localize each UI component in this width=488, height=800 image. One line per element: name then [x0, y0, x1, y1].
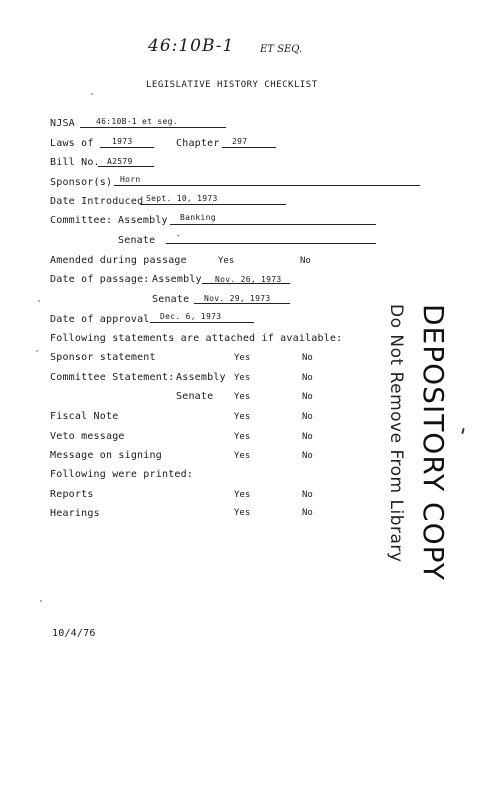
amended-yes: Yes	[218, 256, 235, 266]
scan-speck	[40, 600, 42, 602]
laws-label: Laws of	[50, 138, 94, 149]
committee-assembly-label: Assembly	[118, 215, 168, 226]
printed-heading: Following were printed:	[50, 469, 194, 480]
veto-message-no: No	[302, 432, 313, 442]
committee-senate-underline	[166, 232, 376, 244]
fiscal-note-no: No	[302, 412, 313, 422]
scan-speck	[461, 428, 464, 434]
chapter-value: 297	[232, 137, 248, 146]
bill-label: Bill No.	[50, 157, 100, 168]
scan-speck	[91, 93, 93, 95]
handwritten-citation: 46:10B-1	[148, 36, 235, 56]
passage-senate-label: Senate	[152, 294, 190, 305]
sponsor-value: Horn	[120, 175, 141, 184]
scan-speck	[38, 300, 40, 302]
bill-value: A2579	[107, 157, 133, 166]
hearings-no: No	[302, 508, 313, 518]
message-signing-label: Message on signing	[50, 450, 162, 461]
reports-label: Reports	[50, 489, 94, 500]
fiscal-note-yes: Yes	[234, 412, 251, 422]
committee-statement-senate-label: Senate	[176, 391, 214, 402]
chapter-label: Chapter	[176, 138, 220, 149]
chapter-underline	[222, 136, 276, 148]
date-introduced-label: Date Introduced	[50, 196, 144, 207]
reports-yes: Yes	[234, 490, 251, 500]
footer-date: 10/4/76	[52, 628, 96, 639]
scan-speck	[36, 350, 38, 352]
passage-assembly-value: Nov. 26, 1973	[215, 275, 282, 284]
date-approval-label: Date of approval	[50, 314, 150, 325]
message-signing-no: No	[302, 451, 313, 461]
committee-statement-senate-yes: Yes	[234, 392, 251, 402]
handwritten-suffix: ET SEQ.	[260, 44, 303, 55]
sponsor-statement-yes: Yes	[234, 353, 251, 363]
sponsor-statement-no: No	[302, 353, 313, 363]
laws-value: 1973	[112, 137, 133, 146]
committee-statement-assembly-no: No	[302, 373, 313, 383]
committee-statement-assembly-yes: Yes	[234, 373, 251, 383]
passage-assembly-label: Assembly	[152, 274, 202, 285]
njsa-value: 46:10B-1 et seg.	[96, 117, 178, 126]
hearings-label: Hearings	[50, 508, 100, 519]
committee-statement-label: Committee Statement:	[50, 372, 175, 383]
date-passage-label: Date of passage:	[50, 274, 150, 285]
committee-senate-value: -	[176, 231, 182, 240]
committee-label: Committee:	[50, 215, 113, 226]
depository-stamp-subtitle: Do Not Remove From Library	[386, 304, 406, 563]
message-signing-yes: Yes	[234, 451, 251, 461]
date-introduced-value: Sept. 10, 1973	[146, 194, 218, 203]
committee-statement-assembly-label: Assembly	[176, 372, 226, 383]
reports-no: No	[302, 490, 313, 500]
depository-stamp-title: DEPOSITORY COPY	[417, 304, 450, 581]
committee-assembly-value: Banking	[180, 213, 216, 222]
page-title: LEGISLATIVE HISTORY CHECKLIST	[146, 80, 318, 90]
committee-statement-senate-no: No	[302, 392, 313, 402]
hearings-yes: Yes	[234, 508, 251, 518]
passage-senate-value: Nov. 29, 1973	[204, 294, 271, 303]
date-approval-value: Dec. 6, 1973	[160, 312, 222, 321]
veto-message-yes: Yes	[234, 432, 251, 442]
statements-heading: Following statements are attached if available:	[50, 333, 343, 344]
amended-label: Amended during passage	[50, 255, 187, 266]
committee-senate-label: Senate	[118, 235, 156, 246]
sponsor-statement-label: Sponsor statement	[50, 352, 156, 363]
veto-message-label: Veto message	[50, 431, 125, 442]
sponsor-label: Sponsor(s)	[50, 177, 113, 188]
njsa-label: NJSA	[50, 118, 75, 129]
amended-no: No	[300, 256, 311, 266]
sponsor-underline	[114, 174, 420, 186]
fiscal-note-label: Fiscal Note	[50, 411, 119, 422]
